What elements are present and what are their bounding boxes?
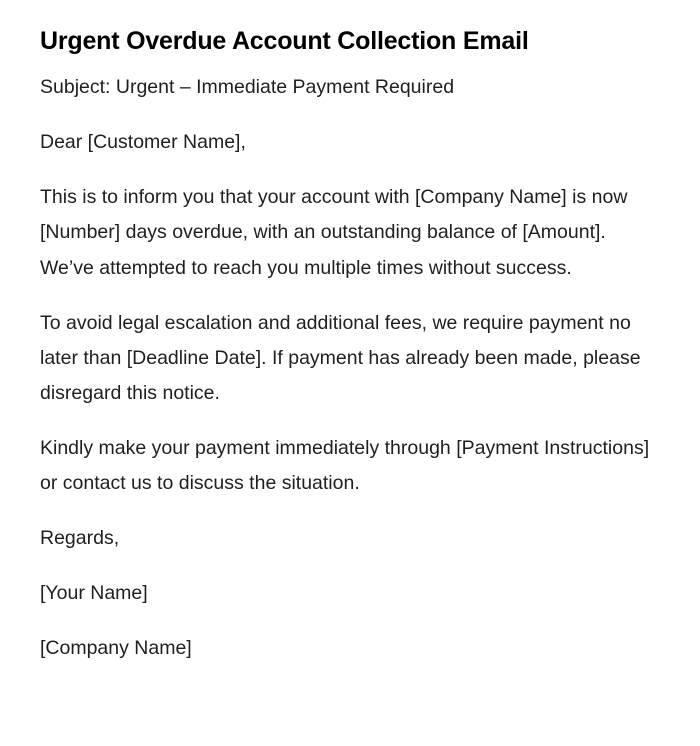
email-closing: Regards,: [40, 527, 120, 550]
email-subject: Subject: Urgent – Immediate Payment Required: [40, 76, 455, 98]
signature-name: [Your Name]: [40, 582, 148, 605]
body-paragraph-1: This is to inform you that your account with [Company Name] is now [Number] days overdue, with an outstanding balance of [Amount]. We’ve attempted to reach you multiple times without success.: [40, 185, 628, 279]
page-title: Urgent Overdue Account Collection Email: [40, 27, 529, 55]
email-greeting: Dear [Customer Name],: [40, 130, 246, 153]
body-paragraph-3: Kindly make your payment immediately through [Payment Instructions] or contact us to discuss the situation.: [40, 437, 650, 495]
signature-company: [Company Name]: [40, 637, 192, 660]
document-body: [40, 26, 650, 686]
body-paragraph-2: To avoid legal escalation and additional fees, we require payment no later than [Deadline Date]. If payment has already been made, please disregard this notice.: [40, 311, 641, 405]
